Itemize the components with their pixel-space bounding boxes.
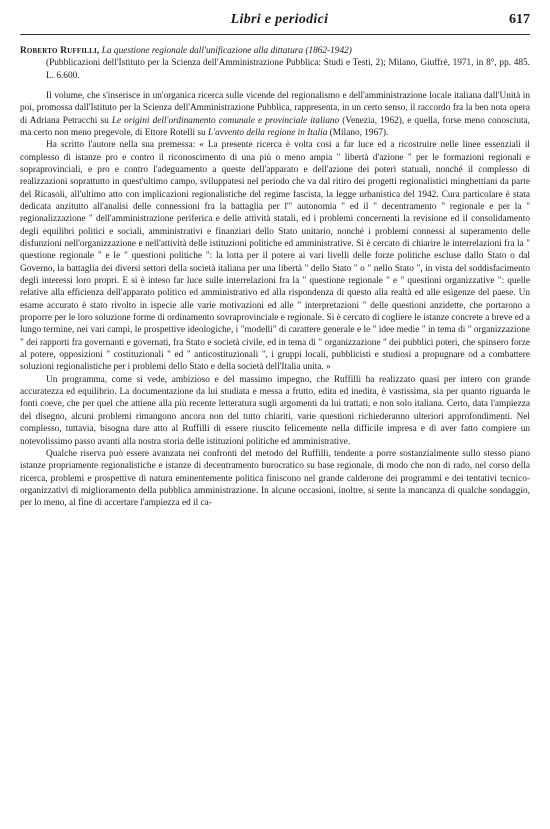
page-number: 617 bbox=[509, 12, 530, 27]
paragraph-1-text-e: (Milano, 1967). bbox=[327, 127, 389, 138]
paragraph-2: Ha scritto l'autore nella sua premessa: « La presente ricerca è volta così a far luce ed a ricostruire nelle linee essenziali il complesso di istanze pro e contro il riconoscimento di una più o meno ampia " libertà d'azione " per le formazioni regionali e sopraprovinciali, e pro e contro l'adeguamento a queste dell'apparato e dell'azione dei poteri statuali, nonché il complesso di realizzazioni soprattutto in quest'ultimo campo, sviluppatesi nel periodo che va dal ritiro dei progetti regionalistici minghettiani da parte del Ricasoli, all'ultimo atto con implicazioni regionalistiche del regime fascista, la legge urbanistica del 1942. Cura particolare è stata dedicata anzitutto all'analisi delle connessioni fra la battaglia per l'" autonomia " ed il " decentramento " regionale e per la " regionalizzazione " dell'amministrazione periferica e delle attività statali, ed i problemi concernenti la revisione ed il consolidamento degli equilibri politici e sociali, amministrativi e finanziari dello Stato unitario, nonché i problemi connessi al superamento delle disfunzioni nell'organizzazione e nell'attività delle istituzioni politiche ed amministrative. Si è cercato di chiarire le interrelazioni fra la " questione regionale " e le " questioni politiche ": la lotta per il potere ai vari livelli delle forze politiche escluse dallo Stato o dal Governo, la battaglia dei diversi settori della società italiana per una libertà " dello Stato " o " nello Stato ", in vista del soddisfacimento degli interessi loro propri. E si è inteso far luce sulle interrelazioni fra la " questione regionale " e " questioni organizzative ": quelle relative alla efficienza dell'apparato politico ed amministrativo ed alla rispondenza di questo alla realtà ed alle esigenze del paese. Un esame accurato è stato rivolto in ispecie alle varie motivazioni ed alle " interpretazioni " delle questioni anzidette, che portarono a proporre per le loro soluzione forme di ordinamento sovraprovinciale e regionale. Si è cercato di cogliere le istanze concrete a breve ed a lungo termine, nei vari campi, le prospettive ideologiche, i "modelli" di carattere generale e le " idee medie " in tema di " organizzazione " dei rapporti fra governanti e governati, fra Stato e società civile, ed in tema di " organizzazione " dei pubblici poteri, che spinsero forze al potere, opposizioni " costituzionali " ed " anticostituzionali ", i gruppi locali, pubblicisti e studiosi a propugnare od a combattere soluzioni regionalistiche per i problemi dello Stato e della società dell'Italia unita. » bbox=[20, 140, 530, 373]
paragraph-1-work-title-1: Le origini dell'ordinamento comunale e provinciale italiano bbox=[111, 115, 340, 126]
paragraph-1-text-a: Il volume, che s'inserisce in un'organica ricerca sulle vicende del regionalismo e dell'amministrazione locale italiana dall'Unità in poi, promossa dall'Istituto per la Scienza dell'Amministrazione Pubblica, rappresenta, in un certo senso, il raccordo fra la ben nota opera di Adriana Petracchi su bbox=[20, 90, 530, 126]
paragraph-4: Qualche riserva può essere avanzata nei confronti del metodo del Ruffilli, tendente a porre sostanzialmente sullo stesso piano istanze propriamente regionalistiche e istanze di decentramento burocratico su base regionale, di modo che non di rado, nel corso della ricerca, problemi e prospettive di natura eminentemente politica finiscono nel grande calderone dei programmi e dei tentativi tecnico-organizzativi di miglioramento della pubblica amministrazione. In alcune occasioni, inoltre, si sente la mancanza di qualche sondaggio, per lo meno, al fine di accertare l'ampiezza ed il ca- bbox=[20, 448, 530, 509]
paragraph-1 bbox=[20, 90, 530, 139]
review-body bbox=[20, 90, 530, 510]
review-title: La questione regionale dall'unificazione alla dittatura (1862-1942) bbox=[101, 46, 352, 56]
paragraph-1-work-title-2: L'avvento della regione in Italia bbox=[207, 127, 328, 138]
paragraph-3: Un programma, come si vede, ambizioso e del massimo impegno, che Ruffilli ha realizzato quasi per intero con grande accuratezza ed equilibrio. La documentazione da lui studiata e messa a frutto, edita ed inedita, è vastissima, sia per quanto riguarda le fonti coeve, che per quel che attiene alla più recente letteratura sugli argomenti da lui trattati, e non solo italiana. Certo, data l'ampiezza del disegno, alcuni problemi rimangono ancora non del tutto chiariti, varie questioni richiederanno ulteriori approfondimenti. Nel complesso, tuttavia, bisogna dare atto al Ruffilli di essere riuscito felicemente nella difficile impresa e di aver fatto compiere un notevolissimo passo avanti alla nostra storia delle istituzioni politiche ed amministrative. bbox=[20, 374, 530, 447]
page-header bbox=[20, 12, 530, 35]
review-details: (Pubblicazioni dell'Istituto per la Scienza dell'Amministrazione Pubblica: Studi e Testi, 2); Milano, Giuffrè, 1971, in 8°, pp. 485. L. 6.600. bbox=[46, 58, 530, 81]
page bbox=[20, 12, 530, 510]
paragraph-1-text-c: (Venezia, 1962), e quella, forse meno conosciuta, ma certo non meno pregevole, di Ettore Rotelli su bbox=[20, 115, 531, 138]
running-head: Libri e periodici bbox=[230, 12, 329, 27]
review-citation bbox=[20, 45, 530, 82]
review-author: Roberto Ruffilli, bbox=[20, 46, 100, 56]
